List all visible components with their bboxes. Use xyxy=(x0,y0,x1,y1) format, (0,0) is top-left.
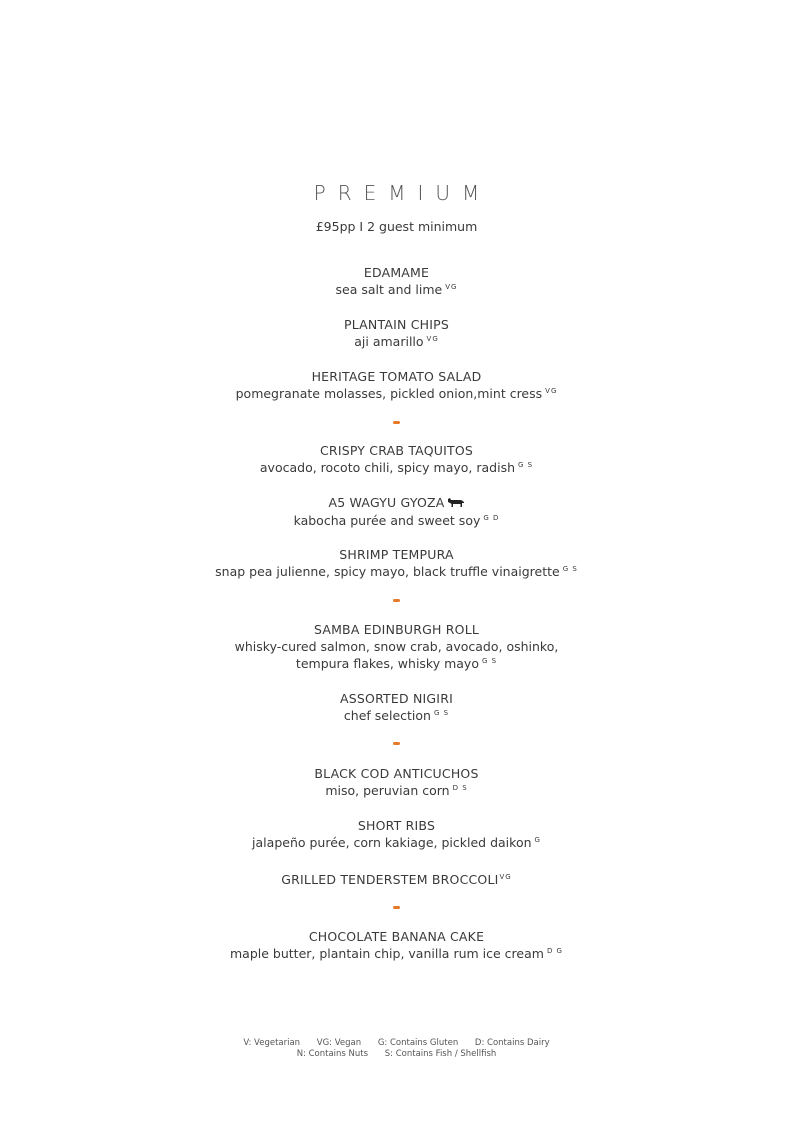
item-desc: chef selection xyxy=(343,708,431,723)
item-name: PLANTAIN CHIPS xyxy=(343,317,449,332)
item-desc: snap pea julienne, spicy mayo, black truffle vinaigrette xyxy=(215,564,560,579)
legend-entry: N: Contains Nuts xyxy=(296,1049,369,1059)
section-separator xyxy=(393,421,400,424)
dietary-tag: G D xyxy=(483,514,500,522)
item-desc: aji amarillo xyxy=(354,334,424,349)
item-desc: pomegranate molasses, pickled onion,mint cress xyxy=(235,386,543,401)
dietary-tag: VG xyxy=(445,283,458,291)
cow-icon xyxy=(447,495,465,512)
dietary-legend xyxy=(0,1038,793,1060)
item-desc: jalapeño purée, corn kakiage, pickled daikon xyxy=(252,835,532,850)
item-desc: maple butter, plantain chip, vanilla rum ice cream xyxy=(230,946,544,961)
legend-entry: V: Vegetarian xyxy=(243,1038,301,1048)
dietary-tag: G S xyxy=(433,709,450,717)
item-name: HERITAGE TOMATO SALAD xyxy=(311,369,482,384)
item-desc: sea salt and lime xyxy=(335,282,443,297)
item-desc-line2: tempura flakes, whisky mayo xyxy=(295,656,479,671)
item-name: GRILLED TENDERSTEM BROCCOLI xyxy=(281,872,499,887)
item-name: SHRIMP TEMPURA xyxy=(339,547,454,562)
menu-item xyxy=(0,494,793,529)
menu-item xyxy=(0,442,793,476)
item-name: SHORT RIBS xyxy=(357,818,436,833)
item-desc: avocado, rocoto chili, spicy mayo, radish xyxy=(259,460,516,475)
item-name: ASSORTED NIGIRI xyxy=(340,691,453,706)
menu-item xyxy=(0,690,793,724)
item-desc: miso, peruvian corn xyxy=(325,783,450,798)
legend-entry: S: Contains Fish / Shellfish xyxy=(384,1049,497,1059)
menu-item xyxy=(0,817,793,851)
section-separator xyxy=(393,906,400,909)
menu-item xyxy=(0,871,793,888)
legend-entry: D: Contains Dairy xyxy=(474,1038,550,1048)
item-name: A5 WAGYU GYOZA xyxy=(328,495,445,510)
menu-subtitle: £95pp I 2 guest minimum xyxy=(315,219,478,234)
dietary-tag: VG xyxy=(499,873,512,881)
menu-item xyxy=(0,765,793,799)
dietary-tag: G S xyxy=(562,565,578,573)
dietary-tag: G S xyxy=(518,461,534,469)
menu-item xyxy=(0,316,793,350)
dietary-tag: G xyxy=(534,836,541,844)
dietary-tag: G S xyxy=(481,657,498,665)
item-name: CRISPY CRAB TAQUITOS xyxy=(320,443,473,458)
item-name: BLACK COD ANTICUCHOS xyxy=(314,766,479,781)
section-separator xyxy=(393,742,400,745)
dietary-tag: D G xyxy=(546,947,563,955)
dietary-tag: D S xyxy=(452,784,468,792)
section-separator xyxy=(393,599,400,602)
item-name: EDAMAME xyxy=(363,265,430,280)
menu-item xyxy=(0,621,793,672)
legend-entry: VG: Vegan xyxy=(316,1038,362,1048)
menu-item xyxy=(0,928,793,962)
menu-item xyxy=(0,546,793,580)
dietary-tag: VG xyxy=(426,335,439,343)
item-name: SAMBA EDINBURGH ROLL xyxy=(313,622,480,637)
menu-title: PREMIUM xyxy=(313,181,492,205)
item-name: CHOCOLATE BANANA CAKE xyxy=(308,929,485,944)
item-desc: kabocha purée and sweet soy xyxy=(293,513,481,528)
item-desc: whisky-cured salmon, snow crab, avocado, oshinko, xyxy=(234,639,559,654)
legend-entry: G: Contains Gluten xyxy=(377,1038,459,1048)
menu-item xyxy=(0,368,793,402)
dietary-tag: VG xyxy=(545,387,558,395)
menu-item xyxy=(0,264,793,298)
